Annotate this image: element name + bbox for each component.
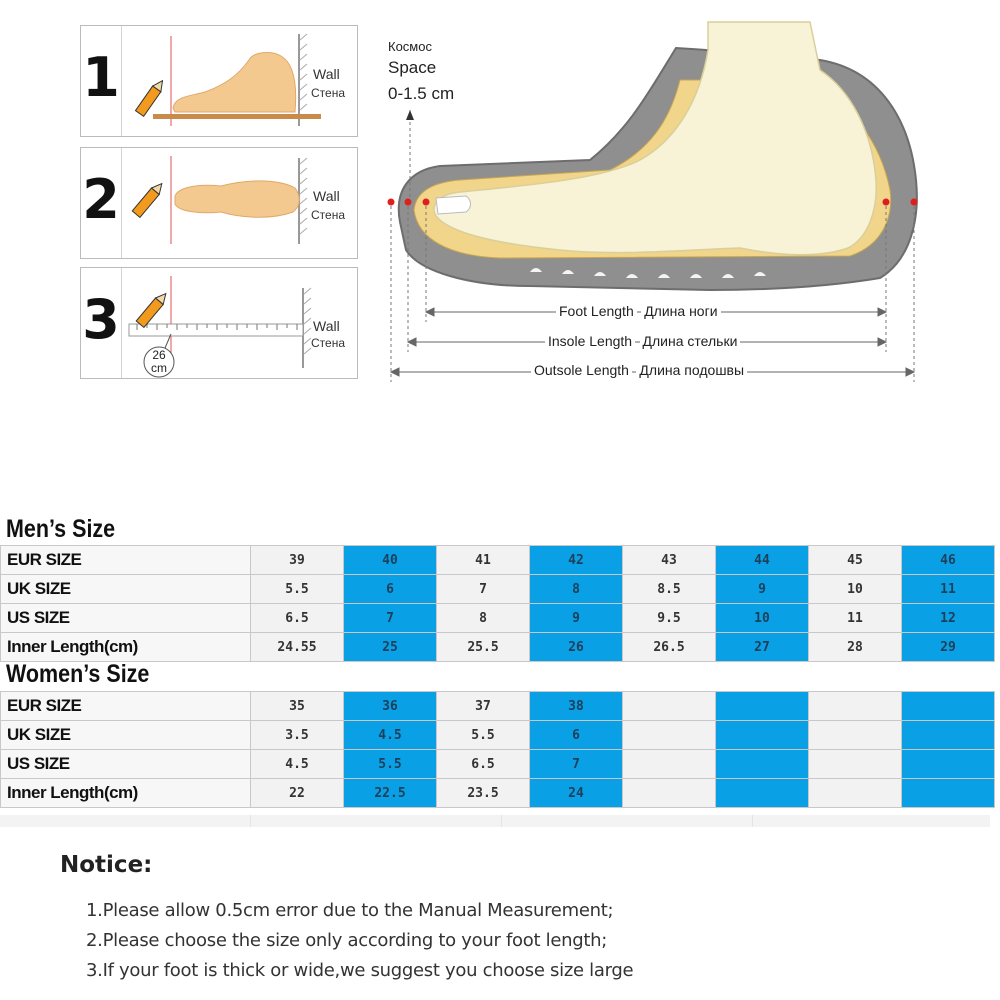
row-label: UK SIZE (1, 721, 251, 750)
size-cell: 8.5 (623, 575, 716, 604)
size-row (1, 604, 995, 633)
size-cell: 37 (437, 692, 530, 721)
size-cell: 24 (530, 779, 623, 808)
step-number: 2 (82, 168, 120, 231)
size-cell: 4.5 (344, 721, 437, 750)
step-number-cell (81, 148, 122, 258)
size-cell: 22.5 (344, 779, 437, 808)
size-cell: 8 (437, 604, 530, 633)
size-cell (809, 750, 902, 779)
size-cell: 7 (437, 575, 530, 604)
wall-label-en: Wall (313, 66, 340, 82)
size-cell: 4.5 (251, 750, 344, 779)
wall-hatch (300, 34, 307, 110)
wall-hatch (300, 158, 307, 234)
step-number: 1 (82, 46, 120, 109)
size-cell: 45 (809, 546, 902, 575)
step-number: 3 (82, 288, 120, 351)
size-cell: 10 (809, 575, 902, 604)
notice-line-3: 3.If your foot is thick or wide,we suggest you choose size large (86, 960, 634, 981)
size-cell: 5.5 (344, 750, 437, 779)
size-cell: 12 (902, 604, 995, 633)
step-panel-1 (80, 25, 358, 137)
size-cell (716, 692, 809, 721)
wall-label-en: Wall (313, 188, 340, 204)
notice-line-2: 2.Please choose the size only according to your foot length; (86, 930, 607, 951)
size-cell: 43 (623, 546, 716, 575)
outsole-length-ru: Длина подошвы (636, 362, 747, 378)
size-cell (809, 692, 902, 721)
size-row (1, 721, 995, 750)
pencil-icon (132, 180, 165, 217)
size-cell: 25.5 (437, 633, 530, 662)
wall-label-ru: Стена (311, 336, 346, 350)
wall-label-ru: Стена (311, 208, 346, 222)
size-cell: 39 (251, 546, 344, 575)
outsole-length-en: Outsole Length (531, 362, 632, 378)
size-cell: 42 (530, 546, 623, 575)
women-size-table (0, 691, 995, 808)
size-cell: 41 (437, 546, 530, 575)
space-arrow-icon (406, 110, 414, 120)
size-cell (716, 779, 809, 808)
size-row (1, 750, 995, 779)
size-cell: 44 (716, 546, 809, 575)
size-cell: 24.55 (251, 633, 344, 662)
size-cell (623, 721, 716, 750)
size-cell: 11 (902, 575, 995, 604)
insole-length-ru: Длина стельки (640, 333, 741, 349)
size-row (1, 546, 995, 575)
size-cell: 9 (530, 604, 623, 633)
size-cell: 38 (530, 692, 623, 721)
step-panel-2 (80, 147, 358, 259)
foot-length-en: Foot Length (556, 303, 637, 319)
size-cell: 6 (344, 575, 437, 604)
space-label-ru: Космос (388, 39, 432, 54)
pencil-icon (136, 290, 169, 327)
size-cell: 5.5 (251, 575, 344, 604)
wall-label-ru: Стена (311, 86, 346, 100)
size-cell: 40 (344, 546, 437, 575)
size-row (1, 575, 995, 604)
notice-line-1: 1.Please allow 0.5cm error due to the Manual Measurement; (86, 900, 614, 921)
measure-unit: cm (151, 361, 167, 375)
size-cell: 8 (530, 575, 623, 604)
foot-top-shape (175, 181, 299, 217)
size-row (1, 779, 995, 808)
size-cell: 26.5 (623, 633, 716, 662)
notice-title: Notice: (60, 852, 153, 878)
step-number-cell (81, 268, 122, 378)
size-row (1, 692, 995, 721)
table-bottom-strip (0, 815, 990, 827)
floor-board (153, 114, 321, 119)
row-label: EUR SIZE (1, 692, 251, 721)
size-cell: 36 (344, 692, 437, 721)
size-cell: 25 (344, 633, 437, 662)
insole-length-label (545, 333, 740, 351)
size-cell: 7 (530, 750, 623, 779)
size-cell: 6.5 (437, 750, 530, 779)
size-cell: 6.5 (251, 604, 344, 633)
size-cell: 11 (809, 604, 902, 633)
measure-value: 26 (152, 348, 166, 362)
women-size-title: Women’s Size (6, 660, 150, 688)
size-cell (809, 779, 902, 808)
size-cell (902, 721, 995, 750)
size-cell (623, 779, 716, 808)
pencil-icon (135, 78, 166, 117)
size-cell: 29 (902, 633, 995, 662)
size-cell (716, 721, 809, 750)
size-cell: 6 (530, 721, 623, 750)
foot-side-shape (173, 53, 296, 112)
step-panel-3 (80, 267, 358, 379)
toenail (436, 196, 471, 214)
size-cell (809, 721, 902, 750)
size-cell: 23.5 (437, 779, 530, 808)
outsole-length-label (531, 362, 747, 380)
row-label: Inner Length(cm) (1, 633, 251, 662)
foot-length-ru: Длина ноги (641, 303, 720, 319)
wall-hatch (304, 288, 311, 354)
row-label: EUR SIZE (1, 546, 251, 575)
size-cell: 35 (251, 692, 344, 721)
size-cell: 26 (530, 633, 623, 662)
size-cell: 9 (716, 575, 809, 604)
size-cell: 28 (809, 633, 902, 662)
size-cell: 22 (251, 779, 344, 808)
space-label-en: Space (388, 58, 437, 77)
size-cell: 27 (716, 633, 809, 662)
space-value: 0-1.5 cm (388, 84, 455, 103)
size-cell: 46 (902, 546, 995, 575)
size-cell: 3.5 (251, 721, 344, 750)
row-label: UK SIZE (1, 575, 251, 604)
size-cell (716, 750, 809, 779)
row-label: US SIZE (1, 750, 251, 779)
size-cell (902, 750, 995, 779)
size-cell: 10 (716, 604, 809, 633)
size-cell: 5.5 (437, 721, 530, 750)
step-number-cell (81, 26, 122, 136)
wall-label-en: Wall (313, 318, 340, 334)
size-cell (623, 750, 716, 779)
men-size-title: Men’s Size (6, 515, 116, 543)
size-cell: 7 (344, 604, 437, 633)
row-label: US SIZE (1, 604, 251, 633)
insole-length-en: Insole Length (545, 333, 635, 349)
row-label: Inner Length(cm) (1, 779, 251, 808)
foot-length-label (556, 303, 721, 321)
size-cell (902, 779, 995, 808)
size-row (1, 633, 995, 662)
size-cell: 9.5 (623, 604, 716, 633)
men-size-table (0, 545, 995, 662)
size-cell (902, 692, 995, 721)
size-cell (623, 692, 716, 721)
